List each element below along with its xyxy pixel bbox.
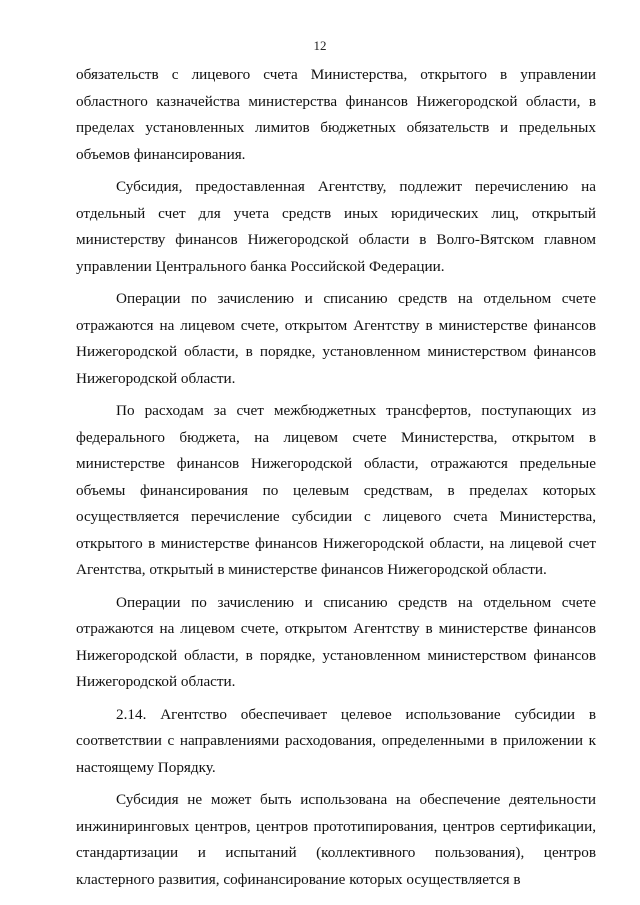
paragraph-federal-transfers: По расходам за счет межбюджетных трансфертов, поступающих из федерального бюджета, на лицевом счете Министерства, открытом в министерстве финансов Нижегородской области, отражаются предельные объемы финансирования по целевым средствам, в пределах которых осуществляется перечисление субсидии с лицевого счета Министерства, открытого в министерстве финансов Нижегородской области, на лицевой счет Агентства, открытый в министерстве финансов Нижегородской области. [76, 402, 596, 578]
paragraph-continuation: обязательств с лицевого счета Министерства, открытого в управлении областного казначейства министерства финансов Нижегородской области, в пределах установленных лимитов бюджетных обязательств и предельных объемов финансирования. [76, 66, 596, 163]
paragraph-subsidy-transfer: Субсидия, предоставленная Агентству, подлежит перечислению на отдельный счет для учета средств иных юридических лиц, открытый министерству финансов Нижегородской области в Волго-Вятском главном управлении Центрального банка Российской Федерации. [76, 178, 596, 275]
paragraph-subsidy-restrictions: Субсидия не может быть использована на обеспечение деятельности инжиниринговых центров, центров прототипирования, центров сертификации, стандартизации и испытаний (коллективного пользования), центров кластерного развития, софинансирование которых осуществляется в [76, 791, 596, 888]
document-body [76, 62, 596, 899]
paragraph-account-operations-2: Операции по зачислению и списанию средств на отдельном счете отражаются на лицевом счете, открытом Агентству в министерстве финансов Нижегородской области, в порядке, установленном министерством финансов Нижегородской области. [76, 593, 596, 690]
paragraph-clause-2-14: 2.14. Агентство обеспечивает целевое использование субсидии в соответствии с направлениями расходования, определенными в приложении к настоящему Порядку. [76, 705, 596, 776]
page-number: 12 [313, 38, 327, 53]
paragraph-account-operations: Операции по зачислению и списанию средств на отдельном счете отражаются на лицевом счете, открытом Агентству в министерстве финансов Нижегородской области, в порядке, установленном министерством финансов Нижегородской области. [76, 290, 596, 387]
